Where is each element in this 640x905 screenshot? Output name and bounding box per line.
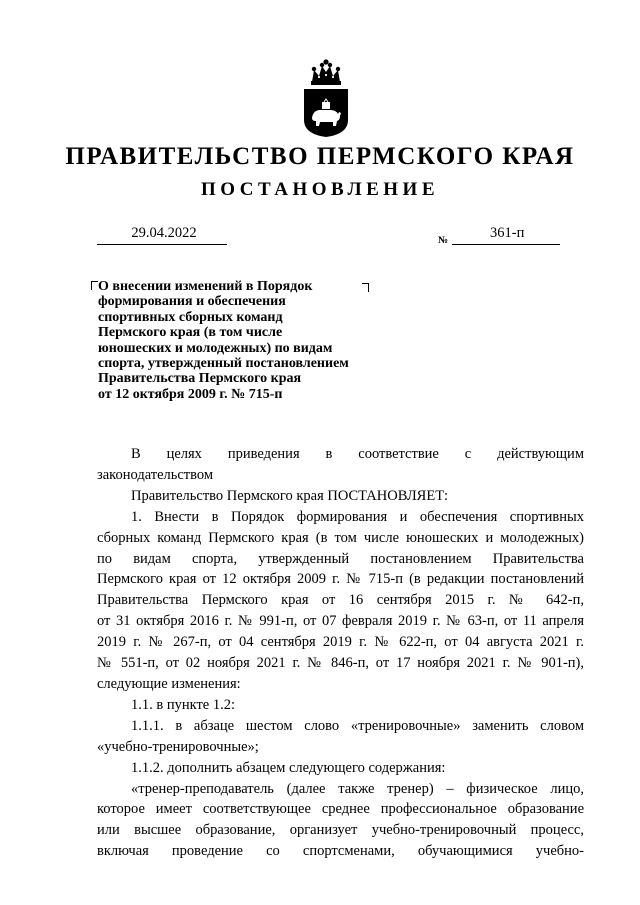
body-line: 1.1.1. в абзаце шестом слово «тренировочные» заменить словом bbox=[131, 717, 584, 734]
subject-corner-left bbox=[91, 281, 98, 290]
paragraph-resolves: Правительство Пермского края ПОСТАНОВЛЯЕТ: bbox=[131, 487, 449, 504]
body-line: следующие изменения: bbox=[97, 675, 241, 692]
body-line: Правительства Пермского края от 16 сентября 2015 г. № 642-п, bbox=[97, 592, 584, 609]
paragraph-item-1-1-2: 1.1.2. дополнить абзацем следующего содержания: bbox=[131, 759, 446, 776]
date-underline bbox=[97, 244, 227, 245]
document-type-heading: ПОСТАНОВЛЕНИЕ bbox=[200, 179, 440, 200]
body-line: сборных команд Пермского края (в том числе юношеских и молодежных) bbox=[97, 529, 584, 546]
paragraph-preamble bbox=[97, 444, 584, 486]
subject-line: Пермского края (в том числе bbox=[98, 325, 283, 341]
subject-line: формирования и обеспечения bbox=[98, 294, 286, 310]
body-line: «учебно-тренировочные»; bbox=[97, 738, 259, 755]
body-line: по видам спорта, утвержденный постановлением Правительства bbox=[97, 550, 584, 567]
body-line: 2019 г. № 267-п, от 04 сентября 2019 г. № 622-п, от 04 августа 2021 г. bbox=[97, 634, 584, 651]
paragraph-item-1-1-1 bbox=[97, 716, 584, 758]
document-body bbox=[97, 444, 584, 862]
subject-line: О внесении изменений в Порядок bbox=[98, 279, 313, 294]
subject-line: от 12 октября 2009 г. № 715-п bbox=[98, 386, 283, 402]
paragraph-definition bbox=[97, 779, 584, 863]
body-line: В целях приведения в соответствие с действующим bbox=[131, 446, 584, 462]
subject-line: спорта, утвержденный постановлением bbox=[98, 356, 349, 372]
number-underline bbox=[452, 244, 560, 245]
date-field bbox=[97, 225, 227, 245]
document-number: 361-п bbox=[490, 225, 525, 241]
government-title: ПРАВИТЕЛЬСТВО ПЕРМСКОГО КРАЯ bbox=[65, 143, 575, 170]
body-line: или высшее образование, организует учебно-тренировочный процесс, bbox=[97, 822, 584, 839]
body-line: от 31 октября 2016 г. № 991-п, от 07 февраля 2019 г. № 63-п, от 11 апреля bbox=[97, 613, 584, 630]
subject-line: спортивных сборных команд bbox=[98, 309, 283, 325]
body-line: Пермского края от 12 октября 2009 г. № 715-п (в редакции постановлений bbox=[97, 571, 584, 588]
body-line: «тренер-преподаватель (далее также тренер) – физическое лицо, bbox=[131, 780, 584, 797]
body-line: включая проведение со спортсменами, обучающимися учебно- bbox=[97, 843, 584, 860]
body-line: которое имеет соответствующее среднее профессиональное образование bbox=[97, 801, 584, 818]
document-date: 29.04.2022 bbox=[131, 225, 197, 241]
body-line: № 551-п, от 02 ноября 2021 г. № 846-п, от 17 ноября 2021 г. № 901-п), bbox=[97, 655, 584, 672]
body-line: законодательством bbox=[97, 466, 214, 483]
body-line: 1. Внести в Порядок формирования и обеспечения спортивных bbox=[131, 508, 584, 525]
coat-of-arms-icon bbox=[300, 58, 352, 138]
paragraph-item-1-1: 1.1. в пункте 1.2: bbox=[131, 696, 236, 713]
paragraph-item-1 bbox=[97, 507, 584, 695]
number-sign: № bbox=[438, 235, 449, 246]
document-subject bbox=[98, 279, 398, 402]
subject-line: юношеских и молодежных) по видам bbox=[98, 340, 333, 356]
subject-line: Правительства Пермского края bbox=[98, 371, 302, 387]
